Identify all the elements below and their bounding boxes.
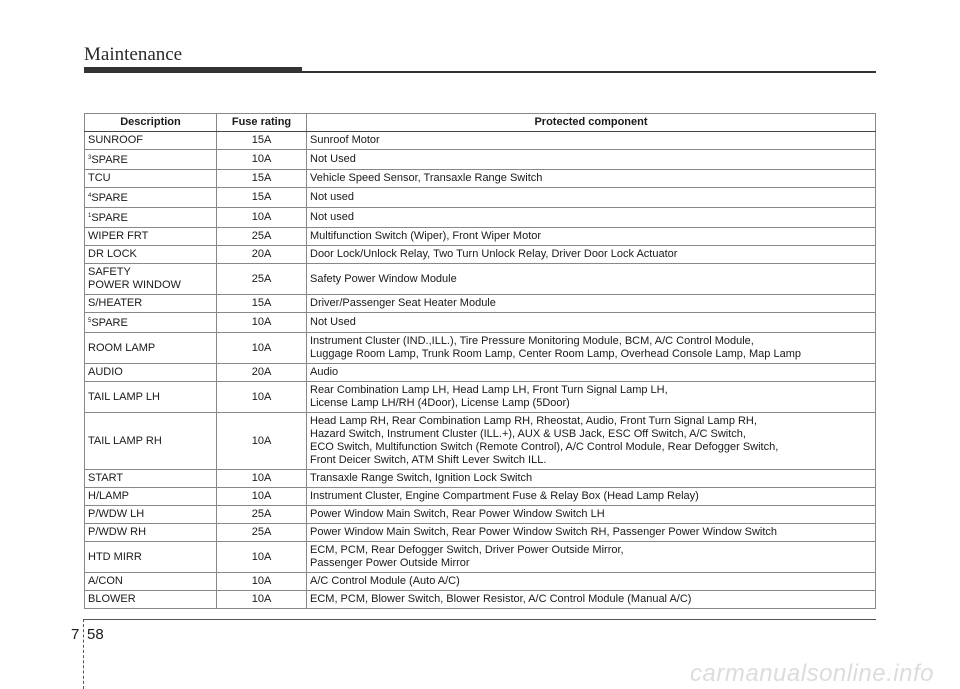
fuse-footnote-index: 5 xyxy=(88,318,92,324)
fuse-description: SPARE xyxy=(91,192,128,204)
fuse-description-cell xyxy=(85,208,217,228)
fuse-rating-cell: 10A xyxy=(217,542,307,573)
fuse-table-row xyxy=(85,295,876,313)
fuse-description-cell xyxy=(85,264,217,295)
fuse-table-row xyxy=(85,591,876,609)
fuse-description-cell xyxy=(85,246,217,264)
fuse-rating-cell: 10A xyxy=(217,313,307,333)
fuse-description-cell xyxy=(85,295,217,313)
fuse-description: SPARE xyxy=(91,212,128,224)
fuse-table-row xyxy=(85,573,876,591)
fuse-rating-cell: 25A xyxy=(217,506,307,524)
fuse-description: TAIL LAMP LH xyxy=(88,390,160,403)
fuse-description-cell xyxy=(85,364,217,382)
protected-component-cell: Multifunction Switch (Wiper), Front Wiper Motor xyxy=(307,228,876,246)
fuse-description-cell xyxy=(85,382,217,413)
fuse-footnote-index: 1 xyxy=(88,213,92,219)
protected-component-cell: Power Window Main Switch, Rear Power Window Switch RH, Passenger Power Window Switch xyxy=(307,524,876,542)
protected-component-cell: Head Lamp RH, Rear Combination Lamp RH, Rheostat, Audio, Front Turn Signal Lamp RH, Hazard Switch, Instrument Cluster (ILL.+), AUX & USB Jack, ESC Off Switch, A/C Switch, ECO Switch, Multifunction Switch (Remote Control), A/C Control Module, Rear Defogger Switch, Front Deicer Switch, ATM Shift Lever Switch ILL. xyxy=(307,413,876,470)
fuse-table-row xyxy=(85,246,876,264)
fuse-rating-cell: 10A xyxy=(217,591,307,609)
fuse-description: P/WDW LH xyxy=(88,508,145,520)
fuse-rating-cell: 10A xyxy=(217,470,307,488)
fuse-description: SUNROOF xyxy=(88,134,143,146)
fuse-rating-cell: 15A xyxy=(217,295,307,313)
fuse-description: TCU xyxy=(88,172,111,184)
protected-component-cell: Not Used xyxy=(307,150,876,170)
footer-rule xyxy=(84,619,876,620)
section-number: 7 xyxy=(71,626,80,643)
fuse-rating-cell: 25A xyxy=(217,264,307,295)
fuse-description: H/LAMP xyxy=(88,490,129,502)
fuse-description: TAIL LAMP RH xyxy=(88,434,162,447)
fuse-table-row xyxy=(85,364,876,382)
protected-component-cell: Not used xyxy=(307,208,876,228)
fuse-table-row xyxy=(85,313,876,333)
fuse-description: ROOM LAMP xyxy=(88,341,156,354)
page-header-title: Maintenance xyxy=(84,44,183,65)
protected-component-cell: Door Lock/Unlock Relay, Two Turn Unlock Relay, Driver Door Lock Actuator xyxy=(307,246,876,264)
fuse-description-cell xyxy=(85,524,217,542)
fuse-description: SPARE xyxy=(91,154,128,166)
fuse-rating-cell: 10A xyxy=(217,333,307,364)
fuse-description: AUDIO xyxy=(88,366,123,378)
fuse-rating-cell: 10A xyxy=(217,573,307,591)
protected-component-cell: Safety Power Window Module xyxy=(307,264,876,295)
fuse-rating-cell: 15A xyxy=(217,170,307,188)
fuse-description-cell xyxy=(85,470,217,488)
fuse-rating-cell: 20A xyxy=(217,246,307,264)
protected-component-cell: Rear Combination Lamp LH, Head Lamp LH, Front Turn Signal Lamp LH, License Lamp LH/RH (4Door), License Lamp (5Door) xyxy=(307,382,876,413)
fuse-description-cell xyxy=(85,573,217,591)
protected-component-cell: A/C Control Module (Auto A/C) xyxy=(307,573,876,591)
column-header-description: Description xyxy=(85,114,217,132)
column-header-protected-component: Protected component xyxy=(307,114,876,132)
protected-component-cell: Driver/Passenger Seat Heater Module xyxy=(307,295,876,313)
fuse-table xyxy=(84,113,876,609)
fuse-rating-cell: 10A xyxy=(217,150,307,170)
protected-component-cell: ECM, PCM, Rear Defogger Switch, Driver Power Outside Mirror, Passenger Power Outside Mirror xyxy=(307,542,876,573)
fuse-description: P/WDW RH xyxy=(88,526,147,538)
fuse-description: A/CON xyxy=(88,575,123,587)
fuse-description-cell xyxy=(85,313,217,333)
fuse-rating-cell: 10A xyxy=(217,382,307,413)
protected-component-cell: Sunroof Motor xyxy=(307,132,876,150)
fuse-description-cell xyxy=(85,188,217,208)
fuse-table-row xyxy=(85,488,876,506)
fuse-rating-cell: 10A xyxy=(217,208,307,228)
fuse-footnote-index: 3 xyxy=(88,155,92,161)
fuse-rating-cell: 15A xyxy=(217,132,307,150)
fuse-table-row xyxy=(85,542,876,573)
fuse-table-row xyxy=(85,264,876,295)
protected-component-cell: Instrument Cluster (IND.,ILL.), Tire Pressure Monitoring Module, BCM, A/C Control Module, Luggage Room Lamp, Trunk Room Lamp, Center Room Lamp, Overhead Console Lamp, Map Lamp xyxy=(307,333,876,364)
fuse-description-cell xyxy=(85,170,217,188)
fuse-description: WIPER FRT xyxy=(88,230,149,242)
fuse-table-row xyxy=(85,506,876,524)
fuse-description: S/HEATER xyxy=(88,297,143,309)
protected-component-cell: Power Window Main Switch, Rear Power Window Switch LH xyxy=(307,506,876,524)
fuse-description-cell xyxy=(85,542,217,573)
fuse-description: SAFETY POWER WINDOW xyxy=(88,266,181,291)
protected-component-cell: Vehicle Speed Sensor, Transaxle Range Switch xyxy=(307,170,876,188)
fuse-description: START xyxy=(88,472,124,484)
fuse-rating-cell: 20A xyxy=(217,364,307,382)
protected-component-cell: Transaxle Range Switch, Ignition Lock Switch xyxy=(307,470,876,488)
protected-component-cell: Not used xyxy=(307,188,876,208)
fuse-table-row xyxy=(85,228,876,246)
fuse-table-header-row xyxy=(85,114,876,132)
fuse-description-cell xyxy=(85,591,217,609)
fuse-table-row xyxy=(85,150,876,170)
fuse-rating-cell: 25A xyxy=(217,524,307,542)
fuse-table-row xyxy=(85,132,876,150)
protected-component-cell: Audio xyxy=(307,364,876,382)
fuse-description: SPARE xyxy=(91,317,128,329)
fuse-description-cell xyxy=(85,333,217,364)
fuse-description-cell xyxy=(85,228,217,246)
fuse-table-row xyxy=(85,382,876,413)
protected-component-cell: Instrument Cluster, Engine Compartment Fuse & Relay Box (Head Lamp Relay) xyxy=(307,488,876,506)
column-header-fuse-rating: Fuse rating xyxy=(217,114,307,132)
fuse-description-cell xyxy=(85,150,217,170)
fuse-rating-cell: 10A xyxy=(217,488,307,506)
fuse-table-row xyxy=(85,413,876,470)
protected-component-cell: Not Used xyxy=(307,313,876,333)
protected-component-cell: ECM, PCM, Blower Switch, Blower Resistor, A/C Control Module (Manual A/C) xyxy=(307,591,876,609)
fuse-table-row xyxy=(85,524,876,542)
fuse-description: HTD MIRR xyxy=(88,550,142,563)
site-watermark: carmanualsonline.info xyxy=(690,660,934,687)
fuse-footnote-index: 4 xyxy=(88,193,92,199)
page-number: 58 xyxy=(87,626,104,643)
fuse-rating-cell: 10A xyxy=(217,413,307,470)
fuse-table-row xyxy=(85,188,876,208)
fuse-table-row xyxy=(85,470,876,488)
fuse-table-row xyxy=(85,208,876,228)
fuse-description: BLOWER xyxy=(88,593,136,605)
header-rule-thin xyxy=(84,71,876,73)
fuse-table-row xyxy=(85,333,876,364)
fuse-table-row xyxy=(85,170,876,188)
fuse-rating-cell: 25A xyxy=(217,228,307,246)
fuse-description: DR LOCK xyxy=(88,248,137,260)
fuse-description-cell xyxy=(85,506,217,524)
fuse-description-cell xyxy=(85,488,217,506)
fuse-rating-cell: 15A xyxy=(217,188,307,208)
fuse-description-cell xyxy=(85,132,217,150)
footer-margin-line xyxy=(83,619,84,689)
fuse-description-cell xyxy=(85,413,217,470)
